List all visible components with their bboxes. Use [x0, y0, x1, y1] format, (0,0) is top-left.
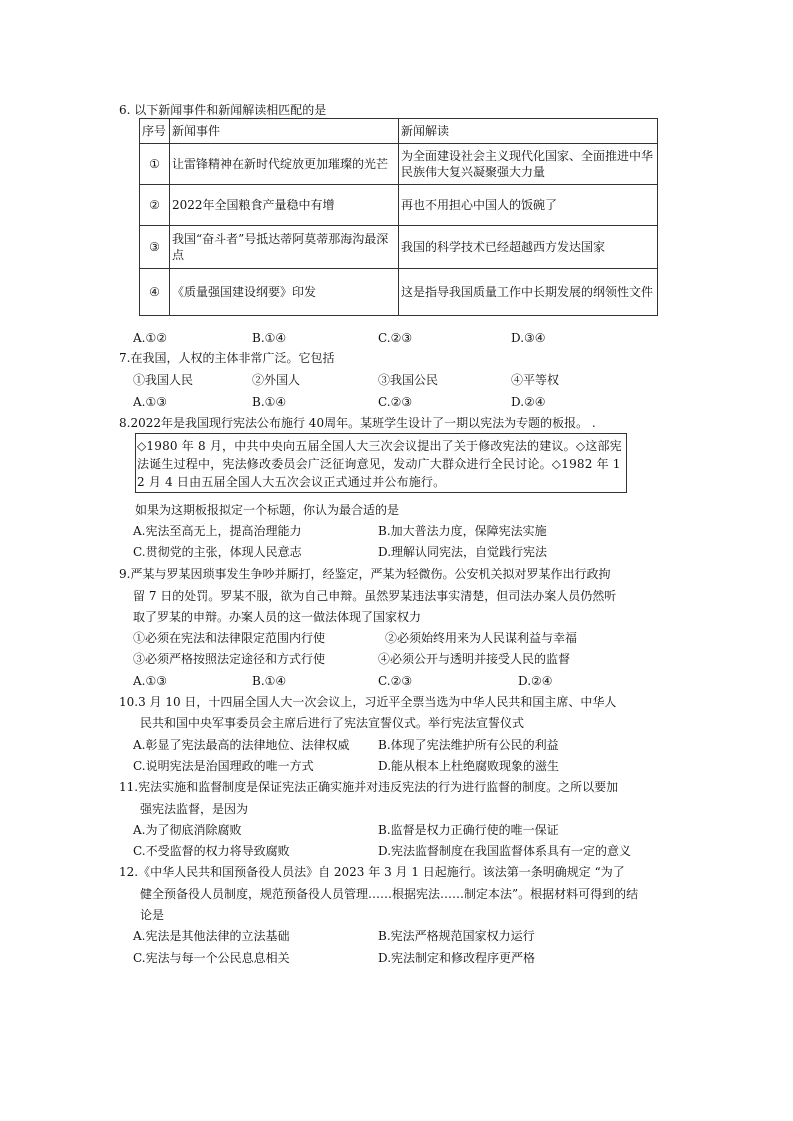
- option-d: D.②④: [518, 674, 553, 688]
- news-event: 让雷锋精神在新时代绽放更加璀璨的光芒: [170, 144, 399, 185]
- option-a: A.①③: [133, 674, 167, 688]
- news-reading: 我国的科学技术已经超越西方发达国家: [399, 226, 658, 269]
- option-b: B.①④: [252, 395, 287, 409]
- option-a: A.为了彻底消除腐败: [133, 823, 242, 837]
- q7-item: ④平等权: [511, 373, 560, 387]
- news-event: 2022年全国粮食产量稳中有增: [170, 185, 399, 226]
- option-b: B.体现了宪法维护所有公民的利益: [378, 738, 559, 752]
- option-d: D.③④: [511, 331, 546, 345]
- q9-item: ②必须始终用来为人民谋利益与幸福: [385, 631, 578, 645]
- q12-line: 健全预备役人员制度，规范预备役人员管理……根据宪法……制定本法”。根据材料可得到的结: [140, 887, 639, 901]
- table-row: [140, 185, 658, 226]
- q7-stem: 7.在我国，人权的主体非常广泛。它包括: [119, 351, 335, 365]
- option-a: A.①③: [133, 395, 167, 409]
- option-d: D.理解认同宪法，自觉践行宪法: [378, 545, 548, 559]
- option-c: C.说明宪法是治国理政的唯一方式: [133, 759, 314, 773]
- q9-line: 取了罗某的申辩。办案人员的这一做法体现了国家权力: [133, 610, 422, 624]
- q11-line: 11.宪法实施和监督制度是保证宪法正确实施并对违反宪法的行为进行监督的制度。之所以要加: [119, 780, 619, 794]
- q7-item: ③我国公民: [378, 373, 439, 387]
- q9-line: 留 7 日的处罚。罗某不服，欲为自己申辩。虽然罗某违法事实清楚，但司法办案人员仍然听: [133, 589, 617, 603]
- q9-item: ①必须在宪法和法律限定范围内行使: [133, 631, 326, 645]
- q7-item: ①我国人民: [133, 373, 194, 387]
- header-cell: 序号: [140, 119, 170, 144]
- header-cell: 新闻解读: [399, 119, 658, 144]
- q8-question: 如果为这期板报拟定一个标题，你认为最合适的是: [135, 503, 400, 517]
- option-d: D.宪法监督制度在我国监督体系具有一定的意义: [378, 844, 632, 858]
- option-c: C.宪法与每一个公民息息相关: [133, 951, 290, 965]
- news-event: 我国“奋斗者”号抵达蒂阿莫蒂那海沟最深点: [170, 226, 399, 269]
- option-a: A.宪法至高无上，提高治理能力: [133, 524, 302, 538]
- news-reading: 为全面建设社会主义现代化国家、全面推进中华民族伟大复兴凝聚强大力量: [399, 144, 658, 185]
- option-b: B.①④: [252, 331, 287, 345]
- option-b: B.加大普法力度，保障宪法实施: [378, 524, 547, 538]
- option-c: C.②③: [378, 331, 413, 345]
- option-a: A.宪法是其他法律的立法基础: [133, 929, 290, 943]
- q9-line: 9.严某与罗某因琐事发生争吵并厮打，经鉴定，严某为轻微伤。公安机关拟对罗某作出行政拘: [119, 567, 611, 581]
- q7-item: ②外国人: [252, 373, 301, 387]
- table-row: [140, 226, 658, 269]
- option-c: C.②③: [378, 674, 413, 688]
- header-cell: 新闻事件: [170, 119, 399, 144]
- row-number: ③: [140, 226, 170, 269]
- option-d: D.能从根本上杜绝腐败现象的滋生: [378, 759, 560, 773]
- option-c: C.贯彻党的主张，体现人民意志: [133, 545, 302, 559]
- option-b: B.宪法严格规范国家权力运行: [378, 929, 535, 943]
- table-row: [140, 269, 658, 316]
- q10-line: 民共和国中央军事委员会主席后进行了宪法宣誓仪式。举行宪法宣誓仪式: [140, 716, 525, 730]
- q9-item: ③必须严格按照法定途径和方式行使: [133, 652, 326, 666]
- option-b: B.监督是权力正确行使的唯一保证: [378, 823, 559, 837]
- q10-line: 10.3 月 10 日，十四届全国人大一次会议上，习近平全票当选为中华人民共和国主席、中华人: [119, 695, 617, 709]
- q12-line: 12.《中华人民共和国预备役人员法》自 2023 年 3 月 1 日起施行。该法第一条明确规定 “为了: [119, 865, 625, 879]
- news-reading: 再也不用担心中国人的饭碗了: [399, 185, 658, 226]
- option-c: C.②③: [378, 395, 413, 409]
- news-table: [139, 118, 658, 316]
- q8-stem: 8.2022年是我国现行宪法公布施行 40周年。某班学生设计了一期以宪法为专题的板报。 .: [119, 416, 596, 430]
- row-number: ④: [140, 269, 170, 316]
- bulletin-box: ◇1980 年 8 月，中共中央向五届全国人大三次会议提出了关于修改宪法的建议。◇这部宪法诞生过程中，宪法修改委员会广泛征询意见，发动广大群众进行全民讨论。◇1982 年 12 月 4 日由五届全国人大五次会议正式通过并公布施行。: [135, 433, 627, 493]
- option-d: D.②④: [511, 395, 546, 409]
- option-b: B.①④: [252, 674, 287, 688]
- option-a: A.彰显了宪法最高的法律地位、法律权威: [133, 738, 350, 752]
- q12-line: 论是: [140, 908, 165, 922]
- option-c: C.不受监督的权力将导致腐败: [133, 844, 290, 858]
- table-header-row: [140, 119, 658, 144]
- news-event: 《质量强国建设纲要》印发: [170, 269, 399, 316]
- row-number: ②: [140, 185, 170, 226]
- table-row: [140, 144, 658, 185]
- option-a: A.①②: [133, 331, 167, 345]
- q9-item: ④必须公开与透明并接受人民的监督: [378, 652, 571, 666]
- row-number: ①: [140, 144, 170, 185]
- news-reading: 这是指导我国质量工作中长期发展的纲领性文件: [399, 269, 658, 316]
- q11-line: 强宪法监督，是因为: [140, 802, 249, 816]
- q6-stem: 6. 以下新闻事件和新闻解读相匹配的是: [119, 103, 327, 117]
- option-d: D.宪法制定和修改程序更严格: [378, 951, 536, 965]
